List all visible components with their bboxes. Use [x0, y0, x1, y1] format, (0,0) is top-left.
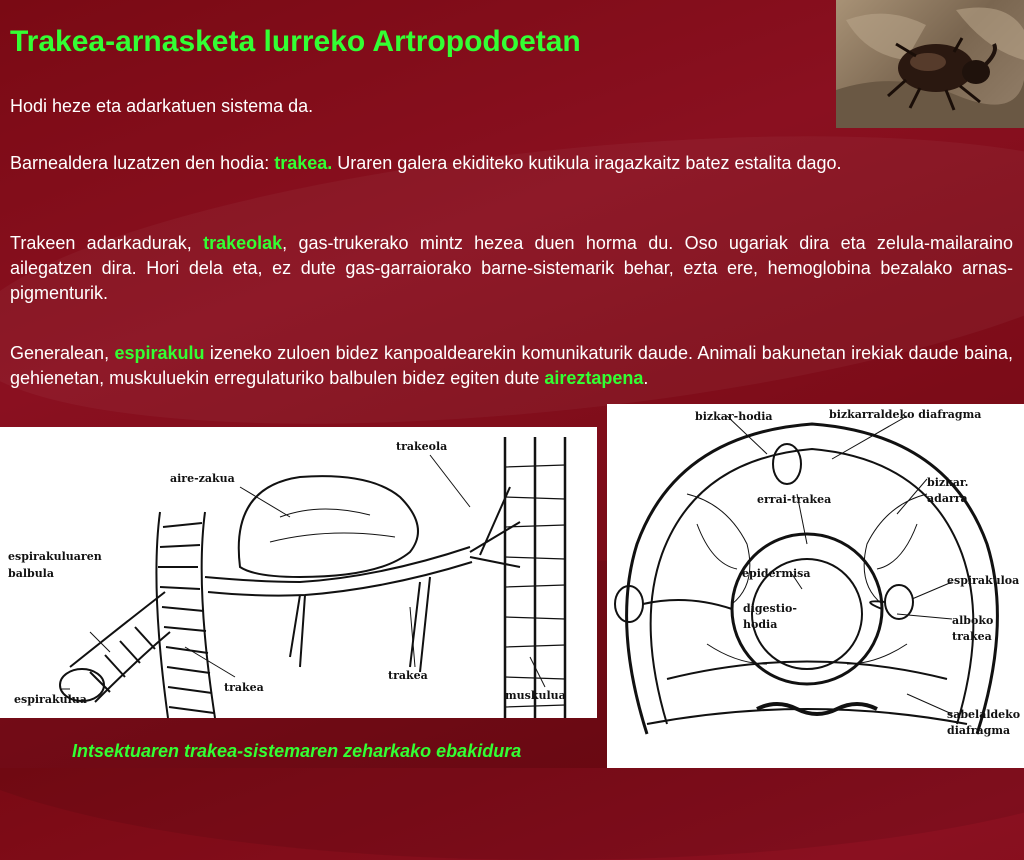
label-adarra: adarra — [927, 492, 968, 505]
beetle-photo — [836, 0, 1024, 128]
cross-section-illustration — [607, 404, 1024, 768]
label-bizkarraldeko-diafragma: bizkarraldeko diafragma — [829, 408, 982, 421]
label-trakea-2: trakea — [388, 669, 428, 682]
label-aire-zakua: aire-zakua — [170, 472, 235, 485]
label-espirakuloa: espirakuloa — [947, 574, 1020, 587]
label-alboko-trakea: trakea — [952, 630, 992, 643]
slide-title: Trakea-arnasketa lurreko Artropodoetan — [10, 25, 581, 58]
paragraph-text: , gas-trukerako mintz hezea duen horma du. Oso ugariak dira eta zelula-mailaraino ailegatzen dira. Hori dela eta, ez dute gas-garraiorako barne-sistemarik behar, ezta ere, hemoglobina bezalako arnas-pigmenturik. — [10, 233, 1013, 303]
label-trakeola: trakeola — [396, 440, 448, 453]
trachea-illustration — [0, 427, 597, 718]
label-trakea-1: trakea — [224, 681, 264, 694]
paragraph-4 — [10, 341, 1013, 391]
label-sabelaldeko: sabelaldeko — [947, 708, 1021, 721]
cross-section-diagram — [607, 404, 1024, 768]
highlight-term: aireztapena — [544, 368, 644, 388]
label-bizkar: bizkar. — [927, 476, 969, 489]
label-muskulua: muskulua — [505, 689, 566, 702]
label-bizkar-hodia: bizkar-hodia — [695, 410, 773, 423]
label-digestio: digestio- — [743, 602, 797, 615]
label-diafragma: diafragma — [947, 724, 1011, 737]
label-balbula: balbula — [8, 567, 54, 580]
figure-caption: Intsektuaren trakea-sistemaren zeharkako ebakidura — [72, 741, 522, 761]
highlight-term: trakeolak — [203, 233, 283, 253]
highlight-term: espirakulu — [114, 343, 205, 363]
label-espirakulua: espirakulua — [14, 693, 87, 706]
label-epidermisa: epidermisa — [742, 567, 811, 580]
paragraph-text: Barnealdera luzatzen den hodia: — [10, 153, 275, 173]
beetle-illustration — [836, 0, 1024, 128]
paragraph-text: . — [643, 368, 649, 388]
paragraph-text: Trakeen adarkadurak, — [10, 233, 204, 253]
label-errai-trakea: errai-trakea — [757, 493, 832, 506]
paragraph-text: izeneko zuloen bidez kanpoaldearekin komunikaturik daude. Animali bakunetan irekiak daude baina, gehienetan, muskuluekin erregulaturiko balbulen bidez egiten dute — [10, 343, 1013, 388]
paragraph-text: Uraren galera ekiditeko kutikula iragazkaitz batez estalita dago. — [332, 153, 842, 173]
highlight-term: trakea. — [274, 153, 333, 173]
label-hodia: hodia — [743, 618, 778, 631]
label-alboko: alboko — [952, 614, 994, 627]
paragraph-1-text: Hodi heze eta adarkatuen sistema da. — [10, 96, 314, 116]
paragraph-3 — [10, 231, 1013, 306]
paragraph-text: Generalean, — [10, 343, 115, 363]
paragraph-2 — [10, 151, 1013, 176]
label-espirakuluaren: espirakuluaren — [8, 550, 102, 563]
trachea-diagram — [0, 427, 597, 718]
